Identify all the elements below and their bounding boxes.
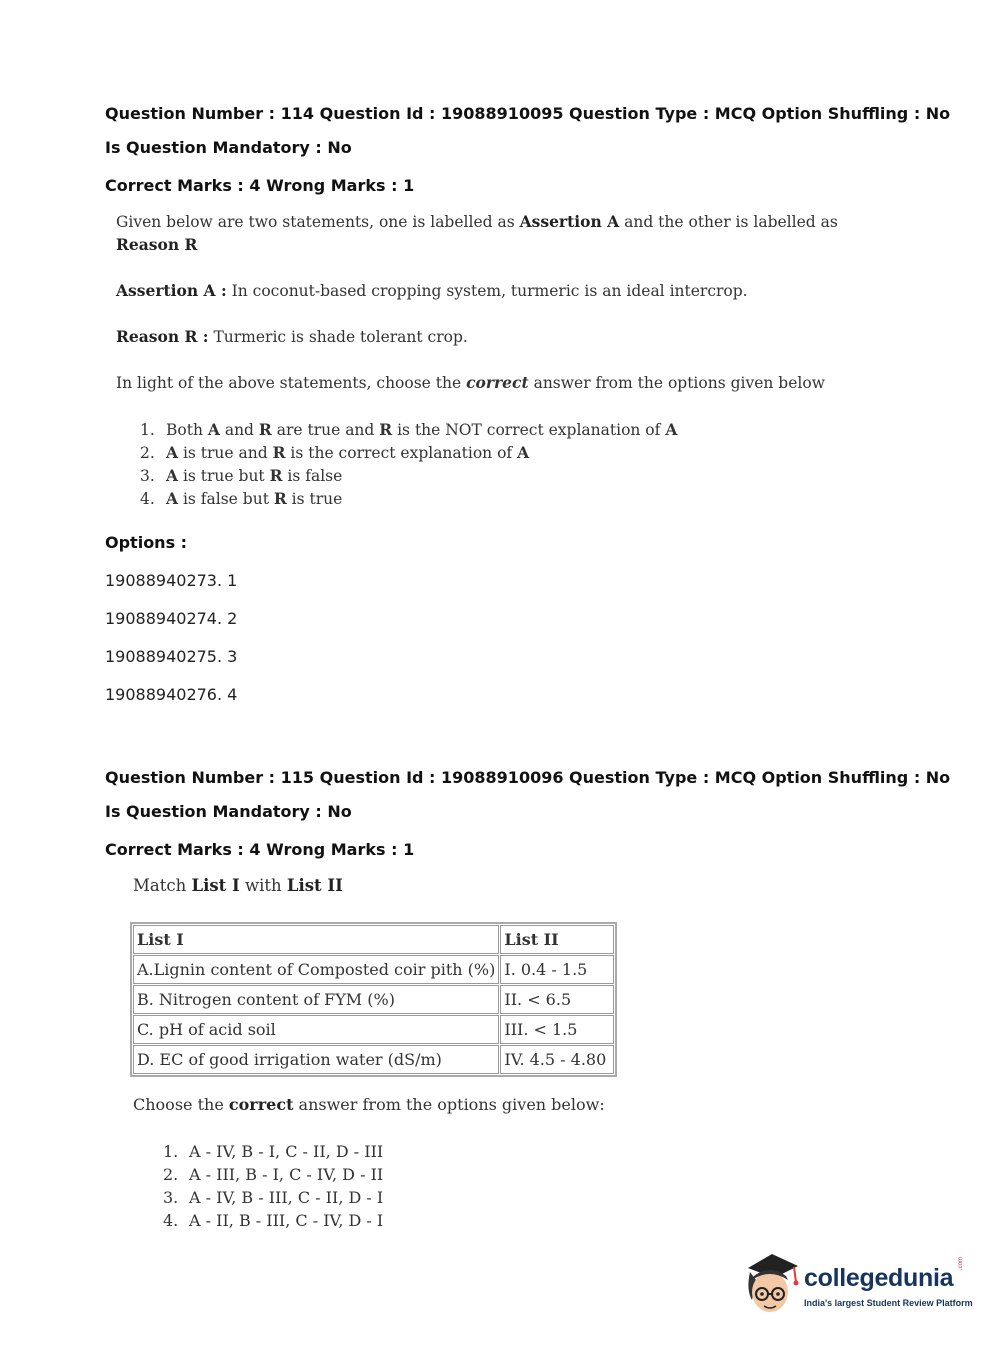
answer-number: 3. <box>163 1188 179 1207</box>
q115-answer-3 <box>163 1186 383 1209</box>
answer-text: A - IV, B - I, C - II, D - III <box>189 1142 384 1161</box>
logo-tagline: India's largest Student Review Platform <box>804 1298 973 1308</box>
q114-header: Question Number : 114 Question Id : 19088910095 Question Type : MCQ Option Shuffling : No <box>105 104 951 123</box>
q114-option-1: 19088940273. 1 <box>105 571 238 590</box>
answer-number: 2. <box>163 1165 179 1184</box>
q114-options-heading: Options : <box>105 533 188 552</box>
list1-cell: D. EC of good irrigation water (dS/m) <box>133 1045 499 1074</box>
list1-cell: C. pH of acid soil <box>133 1015 499 1044</box>
list2-cell: III. < 1.5 <box>500 1015 614 1044</box>
q115-header: Question Number : 115 Question Id : 19088910096 Question Type : MCQ Option Shuffling : No <box>105 768 951 787</box>
answer-number: 2. <box>140 444 155 462</box>
q114-answer-3 <box>140 464 677 487</box>
q114-reason: Reason R : Turmeric is shade tolerant crop. <box>116 327 468 346</box>
q115-mandatory: Is Question Mandatory : No <box>105 802 352 821</box>
list1-header: List I <box>133 925 499 954</box>
table-row <box>133 985 614 1014</box>
q114-intro-line2: Reason R <box>116 235 198 254</box>
q115-answer-list <box>163 1140 383 1232</box>
q114-instruction: In light of the above statements, choose the correct answer from the options given below <box>116 373 825 392</box>
q114-option-3: 19088940275. 3 <box>105 647 238 666</box>
q115-answer-1 <box>163 1140 383 1163</box>
q115-answer-4 <box>163 1209 383 1232</box>
q114-assertion: Assertion A : In coconut-based cropping system, turmeric is an ideal intercrop. <box>116 281 748 300</box>
list2-cell: I. 0.4 - 1.5 <box>500 955 614 984</box>
answer-number: 4. <box>140 490 155 508</box>
collegedunia-logo <box>742 1250 973 1320</box>
answer-text: A is true and R is the correct explanation of A <box>166 443 530 462</box>
logo-wordmark: collegedunia <box>804 1264 954 1292</box>
q115-marks: Correct Marks : 4 Wrong Marks : 1 <box>105 840 415 859</box>
answer-text: A - II, B - III, C - IV, D - I <box>189 1211 384 1230</box>
answer-number: 3. <box>140 467 155 485</box>
q114-option-4: 19088940276. 4 <box>105 685 238 704</box>
answer-number: 4. <box>163 1211 179 1230</box>
table-row <box>133 1045 614 1074</box>
answer-number: 1. <box>140 421 155 439</box>
answer-text: A is true but R is false <box>166 466 343 485</box>
logo-suffix: .com <box>958 1256 964 1270</box>
list2-cell: II. < 6.5 <box>500 985 614 1014</box>
list2-header: List II <box>500 925 614 954</box>
table-row <box>133 955 614 984</box>
answer-text: A is false but R is true <box>166 489 343 508</box>
answer-number: 1. <box>163 1142 179 1161</box>
q114-intro-line1: Given below are two statements, one is labelled as Assertion A and the other is labelled as <box>116 212 838 231</box>
q114-answer-2 <box>140 441 677 464</box>
answer-text: A - III, B - I, C - IV, D - II <box>189 1165 384 1184</box>
q114-marks: Correct Marks : 4 Wrong Marks : 1 <box>105 176 415 195</box>
list1-cell: B. Nitrogen content of FYM (%) <box>133 985 499 1014</box>
list1-cell: A.Lignin content of Composted coir pith (%) <box>133 955 499 984</box>
table-row <box>133 1015 614 1044</box>
answer-text: Both A and R are true and R is the NOT correct explanation of A <box>166 420 678 439</box>
list2-cell: IV. 4.5 - 4.80 <box>500 1045 614 1074</box>
q114-option-2: 19088940274. 2 <box>105 609 238 628</box>
match-table-header <box>133 925 614 954</box>
q115-match-instruction: Match List I with List II <box>133 876 343 895</box>
mascot-icon <box>742 1250 802 1320</box>
q114-mandatory: Is Question Mandatory : No <box>105 138 352 157</box>
answer-text: A - IV, B - III, C - II, D - I <box>189 1188 384 1207</box>
q114-answer-list <box>140 418 677 510</box>
q114-answer-1 <box>140 418 677 441</box>
q115-choose-instruction: Choose the correct answer from the options given below: <box>133 1095 605 1114</box>
q115-answer-2 <box>163 1163 383 1186</box>
q114-answer-4 <box>140 487 677 510</box>
match-table <box>130 922 617 1077</box>
